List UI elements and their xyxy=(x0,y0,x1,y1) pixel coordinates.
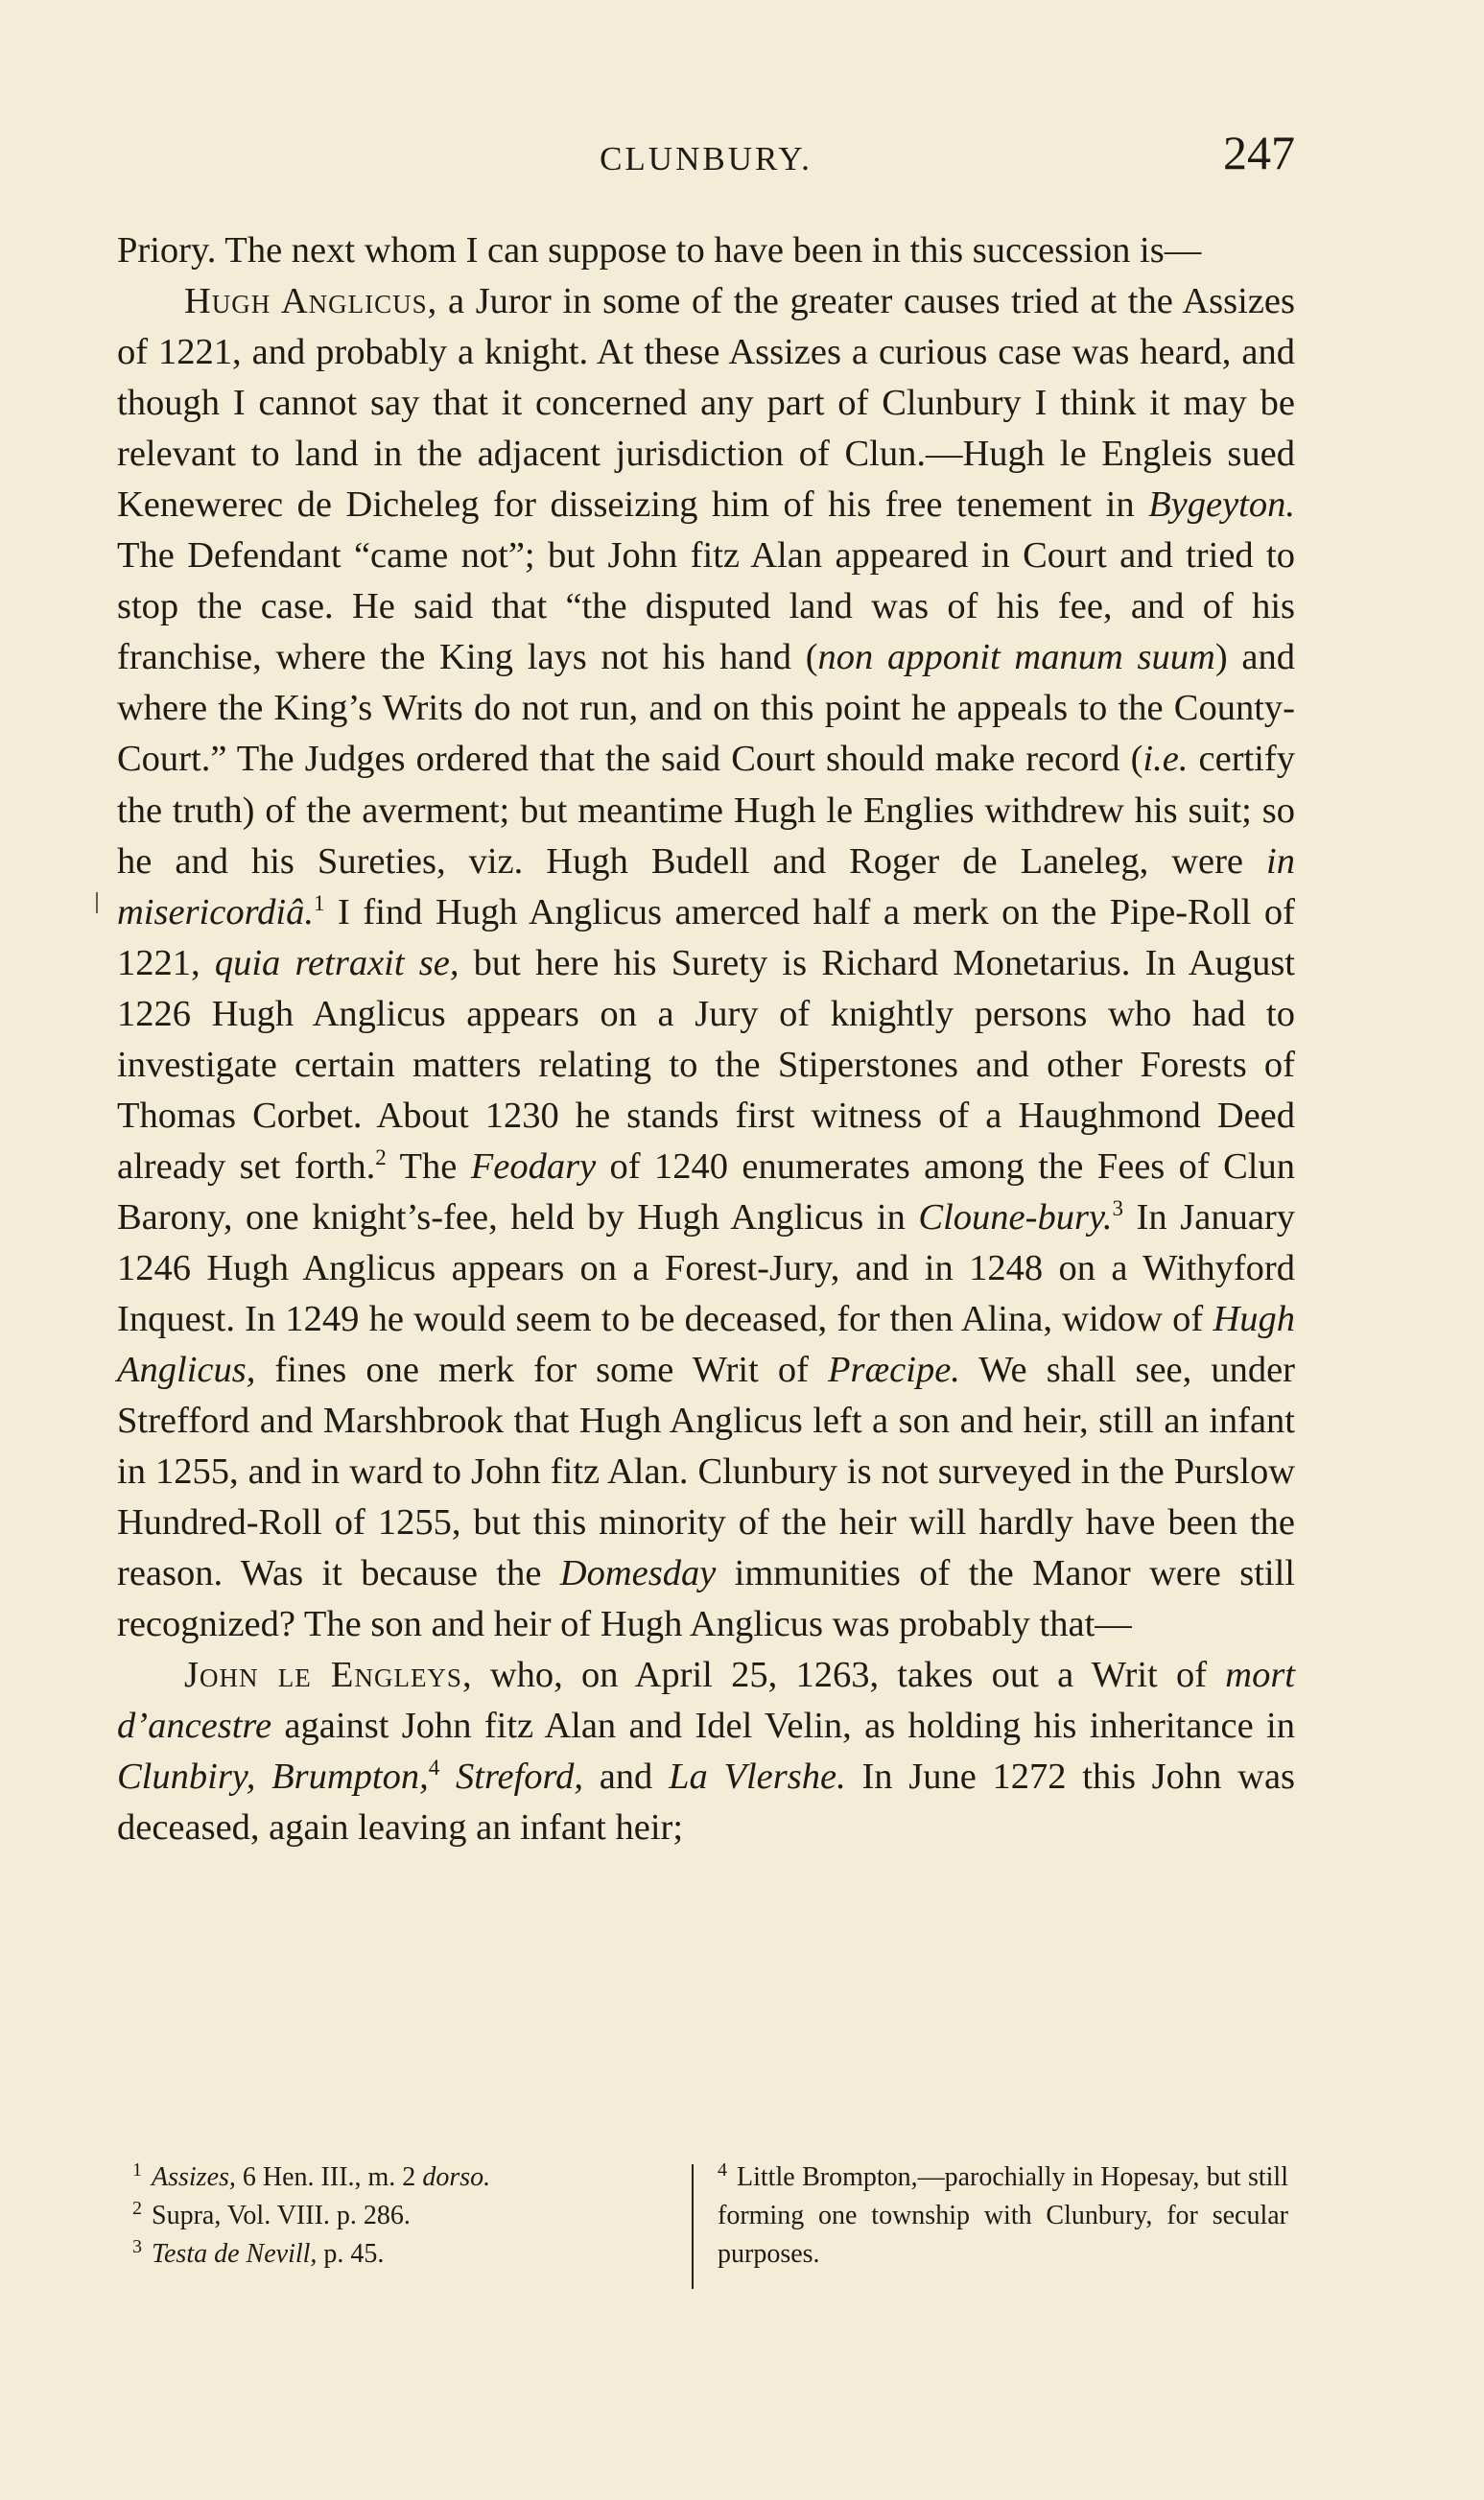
footnote-number: 1 xyxy=(132,2158,142,2181)
running-title: CLUNBURY. xyxy=(600,140,813,177)
italic-text: Streford, xyxy=(456,1757,583,1798)
text-run: Priory. The next whom I can suppose to have been in this succession is— xyxy=(117,230,1202,271)
italic-text: in misericordiâ. xyxy=(117,840,1295,932)
text-run: p. 45. xyxy=(317,2239,385,2269)
text-run: ) and where the King’s Writs do not run, and on this point he appeals to the County-Court.” The Judges ordered that the said Court should make record ( xyxy=(117,637,1295,780)
paragraph-3 xyxy=(117,1650,1295,1853)
footnote-ref-3: 3 xyxy=(1112,1196,1124,1221)
body-text xyxy=(117,225,1295,1854)
heading-name-john-le-engleys: John le Engleys xyxy=(184,1655,462,1696)
margin-mark xyxy=(96,892,98,913)
footnote-2 xyxy=(132,2197,670,2235)
footnote-number: 4 xyxy=(718,2158,727,2181)
italic-text: La Vlershe. xyxy=(669,1757,846,1798)
text-run: , a Juror in some of the greater causes tried at the Assizes of 1221, and probably a knight. At these Assizes a curious case was heard, and though I cannot say that it concerned any part of Clunbury I think it may be relevant to land in the adjacent jurisdiction of Clun.—Hugh le Engleis sued Kenewerec de Dicheleg for disseizing him of his free tenement in xyxy=(117,281,1295,526)
text-run: Supra, Vol. VIII. p. 286. xyxy=(152,2201,411,2230)
text-run: against John fitz Alan and Idel Velin, as holding his inheritance in xyxy=(271,1706,1295,1747)
footnotes xyxy=(132,2158,1288,2298)
paragraph-1 xyxy=(117,225,1295,276)
text-run: but here his Surety is Richard Monetarius. In August 1226 Hugh Anglicus appears on a Jury of knightly persons who had to investigate certain matters relating to the Stiperstones and other Forests of Thomas Corbet. About 1230 he stands first witness of a Haughmond Deed already set forth. xyxy=(117,942,1295,1187)
text-run: The Defendant “came not”; but John fitz Alan appeared in Court and tried to stop the case. He said that “the disputed land was of his fee, and of his franchise, where the King lays not his hand ( xyxy=(117,535,1295,678)
text-run: Little Brompton,—parochially in Hopesay, but still forming one township with Clunbury, for secular purposes. xyxy=(718,2162,1288,2269)
text-run: The xyxy=(386,1145,471,1187)
text-run: In January 1246 Hugh Anglicus appears on a Forest-Jury, and in 1248 on a Withyford Inquest. In 1249 he would seem to be deceased, for then Alina, widow of xyxy=(117,1196,1295,1339)
footnotes-right-column xyxy=(718,2158,1288,2274)
italic-text: Feodary xyxy=(470,1145,597,1187)
paragraph-2 xyxy=(117,276,1295,1650)
text-run: We shall see, under Strefford and Marshbrook that Hugh Anglicus left a son and heir, still an infant in 1255, and in ward to John fitz Alan. Clunbury is not surveyed in the Purslow Hundred-Roll of 1255, but this minority of the heir will hardly have been the reason. Was it because the xyxy=(117,1350,1295,1594)
footnote-column-divider xyxy=(692,2164,694,2289)
text-run: certify the truth) of the averment; but meantime Hugh le Englies withdrew his suit; so he and his Sureties, viz. Hugh Budell and Roger de Laneleg, were xyxy=(117,739,1295,882)
italic-text: mort d’ancestre xyxy=(117,1655,1295,1747)
italic-text: i.e. xyxy=(1142,739,1189,780)
text-run: fines one merk for some Writ of xyxy=(255,1350,828,1391)
footnote-1 xyxy=(132,2158,670,2197)
italic-text: dorso. xyxy=(422,2162,491,2192)
italic-text: quia retraxit se, xyxy=(214,942,459,983)
italic-text: Assizes, xyxy=(152,2162,236,2192)
italic-text: Testa de Nevill, xyxy=(152,2239,318,2269)
footnote-ref-4: 4 xyxy=(428,1756,440,1781)
italic-text: Domesday xyxy=(559,1553,717,1594)
page-header xyxy=(117,125,1295,192)
text-run: , who, on April 25, 1263, takes out a Writ of xyxy=(461,1655,1226,1696)
text-run: and xyxy=(582,1757,670,1798)
heading-name-hugh-anglicus: Hugh Anglicus xyxy=(184,281,428,322)
italic-text: Cloune-bury. xyxy=(918,1196,1113,1238)
text-run: immunities of the Manor were still recognized? The son and heir of Hugh Anglicus was probably that— xyxy=(117,1553,1296,1645)
footnotes-left-column xyxy=(132,2158,670,2274)
text-run: In June 1272 this John was deceased, again leaving an infant heir; xyxy=(117,1757,1296,1849)
italic-text: Bygeyton. xyxy=(1148,484,1295,526)
text-run: of 1240 enumerates among the Fees of Clun Barony, one knight’s-fee, held by Hugh Anglicus in xyxy=(117,1145,1295,1238)
text-run: 6 Hen. III., m. 2 xyxy=(235,2162,423,2192)
footnote-ref-1: 1 xyxy=(313,890,325,915)
text-run: I find Hugh Anglicus amerced half a merk on the Pipe-Roll of 1221, xyxy=(117,891,1295,983)
italic-text: non apponit manum suum xyxy=(817,637,1215,678)
footnote-number: 2 xyxy=(132,2197,142,2219)
footnote-ref-2: 2 xyxy=(375,1145,387,1170)
italic-text: Præcipe. xyxy=(827,1350,960,1391)
footnote-number: 3 xyxy=(132,2235,142,2257)
italic-text: Clunbiry, Brumpton, xyxy=(117,1757,429,1798)
italic-text: Hugh Anglicus, xyxy=(117,1298,1295,1391)
text-run xyxy=(439,1757,456,1797)
page-number: 247 xyxy=(1223,126,1295,179)
footnote-4 xyxy=(718,2158,1288,2274)
footnote-3 xyxy=(132,2235,670,2274)
